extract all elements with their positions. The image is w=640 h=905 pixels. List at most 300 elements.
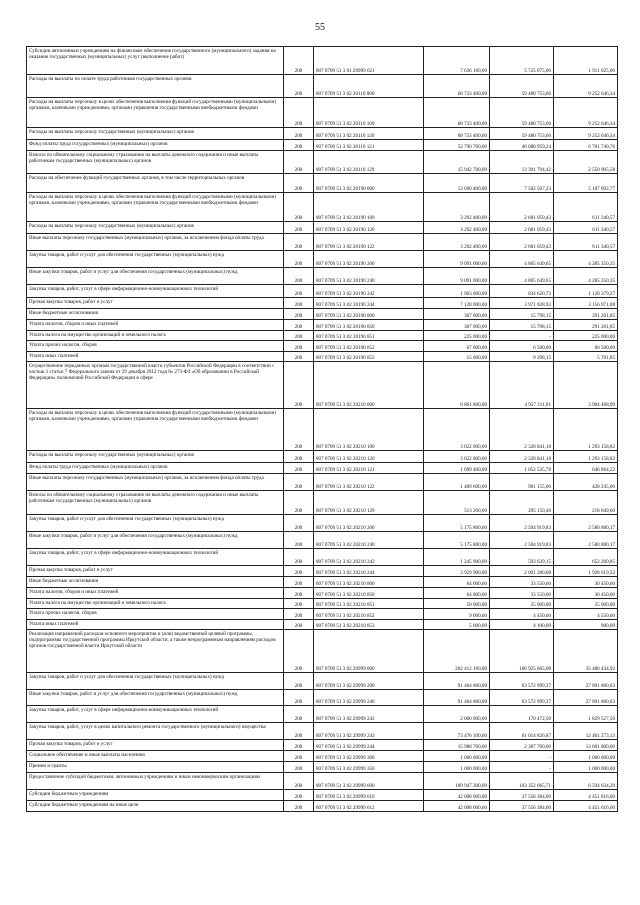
row-executed-amount: 37 556 384,00	[490, 801, 554, 812]
row-approved-amount: 68 733 400,00	[424, 75, 490, 98]
row-code: 200	[284, 251, 314, 268]
row-name: Закупка товаров, работ, услуг в сфере информационно-коммуникационных технологий	[27, 706, 284, 723]
row-approved-amount: 9 091 000,00	[424, 251, 490, 268]
row-kbk-code: 807 0709 51 3 02 20210 851	[314, 599, 424, 609]
row-executed-amount: 2 328 841,18	[490, 451, 554, 463]
row-executed-amount: 13 391 794,42	[490, 151, 554, 174]
row-code: 200	[284, 673, 314, 690]
table-row	[27, 491, 618, 515]
row-remaining-amount: 9 252 646,34	[554, 98, 618, 128]
table-row	[27, 362, 618, 409]
row-name: Фонд оплаты труда государственных (муниципальных) органов	[27, 140, 284, 151]
table-row	[27, 588, 618, 599]
row-code: 200	[284, 790, 314, 801]
table-row	[27, 298, 618, 309]
table-row	[27, 790, 618, 801]
row-approved-amount: 9 000,00	[424, 609, 490, 620]
row-kbk-code: 807 0709 51 3 02 20110 000	[314, 75, 424, 98]
row-name: Иные бюджетные ассигнования	[27, 577, 284, 588]
row-kbk-code: 807 0709 51 3 02 20110 129	[314, 151, 424, 174]
table-row	[27, 128, 618, 140]
row-executed-amount: 593 639,15	[490, 549, 554, 566]
row-remaining-amount: 30 450,00	[554, 588, 618, 599]
row-kbk-code: 807 0709 51 3 02 20210 122	[314, 474, 424, 491]
row-code: 200	[284, 723, 314, 740]
row-approved-amount: 3 622 000,00	[424, 451, 490, 463]
table-row	[27, 740, 618, 751]
table-row	[27, 222, 618, 234]
table-row	[27, 762, 618, 773]
row-name: Фонд оплаты труда государственных (муниципальных) органов	[27, 463, 284, 474]
row-name: Расходы на обеспечение функций государственных органов, в том числе территориальных органов	[27, 174, 284, 193]
row-approved-amount: 67 000,00	[424, 341, 490, 352]
row-executed-amount: 59 480 753,66	[490, 75, 554, 98]
row-code: 200	[284, 451, 314, 463]
budget-execution-table	[26, 46, 618, 812]
row-approved-amount: 8 861 800,00	[424, 362, 490, 409]
row-remaining-amount: 291 201,85	[554, 320, 618, 331]
row-approved-amount: 9 091 000,00	[424, 268, 490, 285]
row-remaining-amount: 1 293 158,82	[554, 451, 618, 463]
row-executed-amount: 63 572 999,37	[490, 673, 554, 690]
row-executed-amount: 4 805 649,65	[490, 268, 554, 285]
row-executed-amount: 2 328 841,18	[490, 409, 554, 451]
row-code: 200	[284, 566, 314, 577]
row-code: 200	[284, 193, 314, 222]
row-approved-amount: 15 988 700,00	[424, 740, 490, 751]
row-code: 200	[284, 362, 314, 409]
row-approved-amount: 7 128 000,00	[424, 298, 490, 309]
row-remaining-amount: 4 451 616,00	[554, 790, 618, 801]
row-remaining-amount: 3 904 488,99	[554, 362, 618, 409]
row-approved-amount: 5 175 800,00	[424, 532, 490, 549]
row-approved-amount: 3 929 900,00	[424, 566, 490, 577]
row-kbk-code: 807 0709 51 3 02 29999 600	[314, 773, 424, 790]
row-name: Иные закупки товаров, работ и услуг для обеспечения государственных (муниципальных) нужд	[27, 690, 284, 706]
row-approved-amount: 307 000,00	[424, 320, 490, 331]
row-name: Реализация направлений расходов основного мероприятия и (или) ведомственной целевой программы, подпрограммы государственной программы Иркутской области, а также непрограммным направлениям расходов органов государственной власти Иркутской области	[27, 630, 284, 673]
row-name: Социальное обеспечение и иные выплаты населению	[27, 751, 284, 762]
table-row	[27, 234, 618, 251]
row-code: 200	[284, 409, 314, 451]
row-code: 200	[284, 532, 314, 549]
row-remaining-amount: 60 500,00	[554, 341, 618, 352]
row-kbk-code: 807 0709 51 3 02 29999 200	[314, 673, 424, 690]
row-kbk-code: 807 0709 51 3 02 20190 240	[314, 268, 424, 285]
table-row	[27, 409, 618, 451]
row-executed-amount: 4 450,00	[490, 609, 554, 620]
row-executed-amount: 59 480 753,66	[490, 128, 554, 140]
row-executed-amount: 103 352 665,71	[490, 773, 554, 790]
row-code: 200	[284, 515, 314, 532]
row-executed-amount: 2 594 919,83	[490, 515, 554, 532]
row-remaining-amount: 35 486 434,92	[554, 630, 618, 673]
table-body	[27, 47, 618, 812]
row-remaining-amount: 4 285 350,35	[554, 268, 618, 285]
row-code: 200	[284, 47, 314, 75]
table-row	[27, 723, 618, 740]
row-kbk-code: 807 0709 51 3 02 29999 243	[314, 723, 424, 740]
row-name: Расходы на выплаты персоналу в целях обеспечения выполнения функций государственными (муниципальными) органами, казенными учреждениями, органами управления государственными внебюджетными фондами	[27, 193, 284, 222]
row-kbk-code: 807 0709 51 3 02 20110 121	[314, 140, 424, 151]
row-remaining-amount: 1 911 025,00	[554, 47, 618, 75]
row-code: 200	[284, 588, 314, 599]
row-name: Иные выплаты персоналу государственных (муниципальных) органов, за исключением фонда оплаты труда	[27, 474, 284, 491]
row-name: Иные выплаты персоналу государственных (муниципальных) органов, за исключением фонда оплаты труда	[27, 234, 284, 251]
row-code: 200	[284, 630, 314, 673]
row-kbk-code: 807 0709 51 3 02 20190 800	[314, 309, 424, 320]
row-code: 200	[284, 620, 314, 630]
row-kbk-code: 807 0709 51 3 02 20210 240	[314, 532, 424, 549]
row-name: Закупка товаров, работ, услуг в сфере информационно-коммуникационных технологий	[27, 549, 284, 566]
table-row	[27, 801, 618, 812]
row-kbk-code: 807 0709 51 3 02 20190 242	[314, 285, 424, 298]
row-executed-amount: 2 681 059,43	[490, 222, 554, 234]
row-remaining-amount: 1 000 000,00	[554, 762, 618, 773]
table-row	[27, 515, 618, 532]
row-code: 200	[284, 491, 314, 515]
row-name: Уплата прочих налогов, сборов	[27, 609, 284, 620]
row-executed-amount: 33 550,00	[490, 577, 554, 588]
row-name: Закупка товаров, работ и услуг для обеспечения государственных (муниципальных) нужд	[27, 515, 284, 532]
table-row	[27, 630, 618, 673]
table-row	[27, 566, 618, 577]
row-remaining-amount: 1 000 000,00	[554, 751, 618, 762]
row-remaining-amount: 4 451 616,00	[554, 801, 618, 812]
row-remaining-amount: 611 340,57	[554, 193, 618, 222]
row-executed-amount: 25 000,00	[490, 599, 554, 609]
row-kbk-code: 807 0709 51 3 02 20210 121	[314, 463, 424, 474]
row-remaining-amount: 900,00	[554, 620, 618, 630]
row-approved-amount: 12 690 400,00	[424, 174, 490, 193]
row-kbk-code: 807 0709 51 3 02 20210 852	[314, 609, 424, 620]
row-remaining-amount: 1 293 158,82	[554, 409, 618, 451]
row-approved-amount: 513 200,00	[424, 491, 490, 515]
row-remaining-amount: 291 201,85	[554, 309, 618, 320]
row-code: 200	[284, 151, 314, 174]
row-kbk-code: 807 0709 51 3 02 20210 200	[314, 515, 424, 532]
row-kbk-code: 807 0709 51 3 02 20210 100	[314, 409, 424, 451]
row-approved-amount: 73 476 100,00	[424, 723, 490, 740]
row-code: 200	[284, 549, 314, 566]
row-remaining-amount: 1 128 379,27	[554, 285, 618, 298]
row-kbk-code: 807 0709 51 3 01 29999 621	[314, 47, 424, 75]
row-executed-amount: 6 500,00	[490, 341, 554, 352]
row-code: 200	[284, 690, 314, 706]
row-executed-amount: 63 572 999,37	[490, 690, 554, 706]
row-name: Закупка товаров, работ, услуг в сфере информационно-коммуникационных технологий	[27, 285, 284, 298]
row-name: Прочая закупка товаров, работ и услуг	[27, 566, 284, 577]
row-remaining-amount: 1 829 527,50	[554, 706, 618, 723]
row-approved-amount: 68 733 400,00	[424, 128, 490, 140]
row-name: Уплата прочих налогов, сборов	[27, 341, 284, 352]
row-code: 200	[284, 751, 314, 762]
row-executed-amount: 2 387 700,00	[490, 740, 554, 751]
table-row	[27, 673, 618, 690]
table-row	[27, 268, 618, 285]
row-executed-amount: 7 502 507,23	[490, 174, 554, 193]
table-row	[27, 706, 618, 723]
row-kbk-code: 807 0709 51 3 02 20210 850	[314, 588, 424, 599]
table-row	[27, 474, 618, 491]
table-row	[27, 620, 618, 630]
row-kbk-code: 807 0709 51 3 02 20190 853	[314, 352, 424, 362]
row-executed-amount: 981 155,00	[490, 474, 554, 491]
row-approved-amount: 5 175 800,00	[424, 515, 490, 532]
row-kbk-code: 807 0709 51 3 02 20190 120	[314, 222, 424, 234]
row-remaining-amount: 428 245,00	[554, 474, 618, 491]
row-approved-amount: 3 292 400,00	[424, 193, 490, 222]
table-row	[27, 352, 618, 362]
row-code: 200	[284, 474, 314, 491]
table-row	[27, 609, 618, 620]
row-kbk-code: 807 0709 51 3 02 29999 300	[314, 751, 424, 762]
row-code: 200	[284, 128, 314, 140]
row-code: 200	[284, 341, 314, 352]
row-kbk-code: 807 0709 51 3 02 20210 800	[314, 577, 424, 588]
table-row	[27, 140, 618, 151]
row-remaining-amount: 27 891 800,63	[554, 673, 618, 690]
row-kbk-code: 807 0709 51 3 02 20210 242	[314, 549, 424, 566]
row-executed-amount: 46 088 959,24	[490, 140, 554, 151]
row-name: Уплата иных платежей	[27, 352, 284, 362]
row-code: 200	[284, 740, 314, 751]
row-kbk-code: 807 0709 51 3 02 29999 612	[314, 801, 424, 812]
row-remaining-amount: 2 580 880,17	[554, 515, 618, 532]
row-name: Расходы на выплаты персоналу государственных (муниципальных) органов	[27, 128, 284, 140]
row-executed-amount: 15 798,15	[490, 320, 554, 331]
row-approved-amount: 109 947 300,00	[424, 773, 490, 790]
row-remaining-amount: 30 450,00	[554, 577, 618, 588]
row-code: 200	[284, 577, 314, 588]
row-code: 200	[284, 706, 314, 723]
row-remaining-amount: 1 928 619,32	[554, 566, 618, 577]
table-row	[27, 577, 618, 588]
table-row	[27, 193, 618, 222]
row-remaining-amount: 218 049,60	[554, 491, 618, 515]
row-kbk-code: 807 0709 51 3 02 29999 240	[314, 690, 424, 706]
row-approved-amount: 91 464 800,00	[424, 673, 490, 690]
row-code: 200	[284, 222, 314, 234]
row-code: 200	[284, 773, 314, 790]
row-kbk-code: 807 0709 51 3 02 29999 610	[314, 790, 424, 801]
row-kbk-code: 807 0709 51 3 02 20110 100	[314, 98, 424, 128]
row-name: Уплата налогов, сборов и иных платежей	[27, 588, 284, 599]
table-row	[27, 690, 618, 706]
row-executed-amount: 295 150,40	[490, 491, 554, 515]
table-row	[27, 151, 618, 174]
row-name: Закупка товаров, работ и услуг для обеспечения государственных (муниципальных) нужд	[27, 673, 284, 690]
row-remaining-amount: 27 891 800,63	[554, 690, 618, 706]
row-kbk-code: 807 0709 51 3 02 20210 244	[314, 566, 424, 577]
table-row	[27, 532, 618, 549]
table-row	[27, 331, 618, 341]
row-executed-amount: 15 798,15	[490, 309, 554, 320]
row-name: Расходы на выплаты персоналу в целях обеспечения выполнения функций государственными (муниципальными) органами, казенными учреждениями, органами управления государственными внебюджетными фондами	[27, 409, 284, 451]
table-row	[27, 599, 618, 609]
row-code: 200	[284, 98, 314, 128]
row-kbk-code: 807 0709 51 3 02 20190 000	[314, 174, 424, 193]
row-code: 200	[284, 174, 314, 193]
row-code: 200	[284, 609, 314, 620]
row-kbk-code: 807 0709 51 3 02 20190 244	[314, 298, 424, 309]
row-executed-amount: 2 594 919,83	[490, 532, 554, 549]
row-executed-amount: -	[490, 762, 554, 773]
row-code: 200	[284, 268, 314, 285]
table-row	[27, 451, 618, 463]
table-row	[27, 463, 618, 474]
row-executed-amount: -	[490, 751, 554, 762]
row-kbk-code: 807 0709 51 3 02 20210 853	[314, 620, 424, 630]
row-remaining-amount: 4 550,00	[554, 609, 618, 620]
table-row	[27, 341, 618, 352]
row-executed-amount: 4 100,00	[490, 620, 554, 630]
row-code: 200	[284, 140, 314, 151]
row-code: 200	[284, 463, 314, 474]
row-executed-amount: 3 971 028,92	[490, 298, 554, 309]
row-approved-amount: 2 000 000,00	[424, 706, 490, 723]
row-executed-amount: 166 925 665,08	[490, 630, 554, 673]
row-code: 200	[284, 75, 314, 98]
row-approved-amount: 64 000,00	[424, 588, 490, 599]
row-remaining-amount: 2 580 880,17	[554, 532, 618, 549]
row-name: Субсидии бюджетным учреждениям на иные цели	[27, 801, 284, 812]
row-kbk-code: 807 0709 51 3 02 20110 120	[314, 128, 424, 140]
row-name: Взносы по обязательному социальному страхованию на выплаты денежного содержания и иные выплаты работникам государственных (муниципальных) органов	[27, 151, 284, 174]
row-kbk-code: 807 0709 51 3 02 29999 242	[314, 706, 424, 723]
row-name: Уплата налогов, сборов и иных платежей	[27, 320, 284, 331]
row-kbk-code: 807 0709 51 3 02 20190 100	[314, 193, 424, 222]
row-name: Расходы на выплаты персоналу в целях обеспечения выполнения функций государственными (муниципальными) органами, казенными учреждениями, органами управления государственными внебюджетными фондами	[27, 98, 284, 128]
row-name: Прочая закупка товаров, работ и услуг	[27, 298, 284, 309]
row-executed-amount: 834 620,73	[490, 285, 554, 298]
table-row	[27, 751, 618, 762]
row-name: Уплата иных платежей	[27, 620, 284, 630]
row-approved-amount: 307 000,00	[424, 309, 490, 320]
row-approved-amount: 3 292 400,00	[424, 222, 490, 234]
row-executed-amount: 9 298,15	[490, 352, 554, 362]
row-name: Расходы на выплаты по оплате труда работников государственных органов	[27, 75, 284, 98]
row-remaining-amount: 25 000,00	[554, 599, 618, 609]
row-approved-amount: 52 790 700,00	[424, 140, 490, 151]
row-remaining-amount: 652 260,85	[554, 549, 618, 566]
row-approved-amount: 1 699 400,00	[424, 463, 490, 474]
row-code: 200	[284, 285, 314, 298]
row-remaining-amount: 6 701 740,76	[554, 140, 618, 151]
row-kbk-code: 807 0709 51 3 02 20190 122	[314, 234, 424, 251]
row-executed-amount: 4 805 649,65	[490, 251, 554, 268]
row-approved-amount: 5 000,00	[424, 620, 490, 630]
row-remaining-amount: 9 252 646,34	[554, 128, 618, 140]
table-row	[27, 320, 618, 331]
row-name: Закупка товаров, работ и услуг для обеспечения государственных (муниципальных) нужд	[27, 251, 284, 268]
row-remaining-amount: 13 601 000,00	[554, 740, 618, 751]
table-row	[27, 98, 618, 128]
row-approved-amount: 1 000 000,00	[424, 751, 490, 762]
row-name: Предоставление субсидий бюджетным, автономным учреждениям и иным некоммерческим организациям	[27, 773, 284, 790]
row-approved-amount: 1 409 600,00	[424, 474, 490, 491]
row-code: 200	[284, 762, 314, 773]
table-row	[27, 309, 618, 320]
row-approved-amount: 225 000,00	[424, 331, 490, 341]
row-executed-amount: 4 957 311,01	[490, 362, 554, 409]
row-approved-amount: 15 000,00	[424, 352, 490, 362]
row-approved-amount: 1 963 000,00	[424, 285, 490, 298]
row-name: Осуществление переданных органам государственной власти субъектов Российской Федерации в соответствии с частью 1 статьи 7 Федерального закона от 29 декабря 2012 года № 273-ФЗ «Об образовании в Российской Федерации» полномочий Российской Федерации в сфере	[27, 362, 284, 409]
row-kbk-code: 807 0709 51 3 02 20190 851	[314, 331, 424, 341]
row-approved-amount: 7 636 100,00	[424, 47, 490, 75]
row-code: 200	[284, 801, 314, 812]
row-executed-amount: 59 480 753,66	[490, 98, 554, 128]
row-code: 200	[284, 298, 314, 309]
row-approved-amount: 50 000,00	[424, 599, 490, 609]
table-row	[27, 549, 618, 566]
row-kbk-code: 807 0709 51 3 02 20190 852	[314, 341, 424, 352]
row-remaining-amount: 611 340,57	[554, 234, 618, 251]
row-name: Закупка товаров, работ, услуг в целях капитального ремонта государственного (муниципального) имущества	[27, 723, 284, 740]
row-code: 200	[284, 234, 314, 251]
row-remaining-amount: 611 340,57	[554, 222, 618, 234]
row-kbk-code: 807 0709 51 3 02 20210 129	[314, 491, 424, 515]
row-executed-amount: 37 556 384,00	[490, 790, 554, 801]
row-approved-amount: 42 008 000,00	[424, 790, 490, 801]
row-approved-amount: 15 942 700,00	[424, 151, 490, 174]
row-executed-amount: 2 681 059,43	[490, 234, 554, 251]
row-executed-amount: 33 550,00	[490, 588, 554, 599]
row-kbk-code: 807 0709 51 3 02 29999 350	[314, 762, 424, 773]
row-name: Расходы на выплаты персоналу государственных (муниципальных) органов	[27, 222, 284, 234]
row-remaining-amount: 5 187 892,77	[554, 174, 618, 193]
row-code: 200	[284, 331, 314, 341]
row-remaining-amount: 6 594 634,29	[554, 773, 618, 790]
table-row	[27, 285, 618, 298]
row-approved-amount: 42 008 000,00	[424, 801, 490, 812]
table-row	[27, 75, 618, 98]
row-executed-amount: 5 725 075,00	[490, 47, 554, 75]
row-executed-amount: 170 472,50	[490, 706, 554, 723]
table-row	[27, 251, 618, 268]
row-kbk-code: 807 0709 51 3 02 20190 850	[314, 320, 424, 331]
row-executed-amount: 2 001 280,68	[490, 566, 554, 577]
row-remaining-amount: 2 550 905,58	[554, 151, 618, 174]
row-name: Прочая закупка товаров, работ и услуг	[27, 740, 284, 751]
row-remaining-amount: 225 000,00	[554, 331, 618, 341]
row-executed-amount: 61 014 826,87	[490, 723, 554, 740]
row-kbk-code: 807 0709 51 3 02 29999 244	[314, 740, 424, 751]
row-approved-amount: 1 245 900,00	[424, 549, 490, 566]
row-executed-amount: 1 052 535,78	[490, 463, 554, 474]
row-remaining-amount: 646 864,22	[554, 463, 618, 474]
row-approved-amount: 3 292 400,00	[424, 234, 490, 251]
row-remaining-amount: 5 701,85	[554, 352, 618, 362]
row-executed-amount: -	[490, 331, 554, 341]
row-name: Субсидии бюджетным учреждениям	[27, 790, 284, 801]
row-remaining-amount: 4 285 350,35	[554, 251, 618, 268]
row-code: 200	[284, 352, 314, 362]
row-name: Расходы на выплаты персоналу государственных (муниципальных) органов	[27, 451, 284, 463]
row-remaining-amount: 12 461 273,13	[554, 723, 618, 740]
row-approved-amount: 202 412 100,00	[424, 630, 490, 673]
row-name: Субсидии автономным учреждениям на финансовое обеспечение государственного (муниципального) задания на оказание государственных (муниципальных) услуг (выполнение работ)	[27, 47, 284, 75]
table-row	[27, 47, 618, 75]
row-kbk-code: 807 0709 51 3 02 20210 120	[314, 451, 424, 463]
row-kbk-code: 807 0709 51 3 02 29999 000	[314, 630, 424, 673]
row-remaining-amount: 9 252 646,34	[554, 75, 618, 98]
row-name: Иные закупки товаров, работ и услуг для обеспечения государственных (муниципальных) нужд	[27, 532, 284, 549]
row-code: 200	[284, 599, 314, 609]
row-approved-amount: 64 000,00	[424, 577, 490, 588]
row-approved-amount: 91 464 800,00	[424, 690, 490, 706]
